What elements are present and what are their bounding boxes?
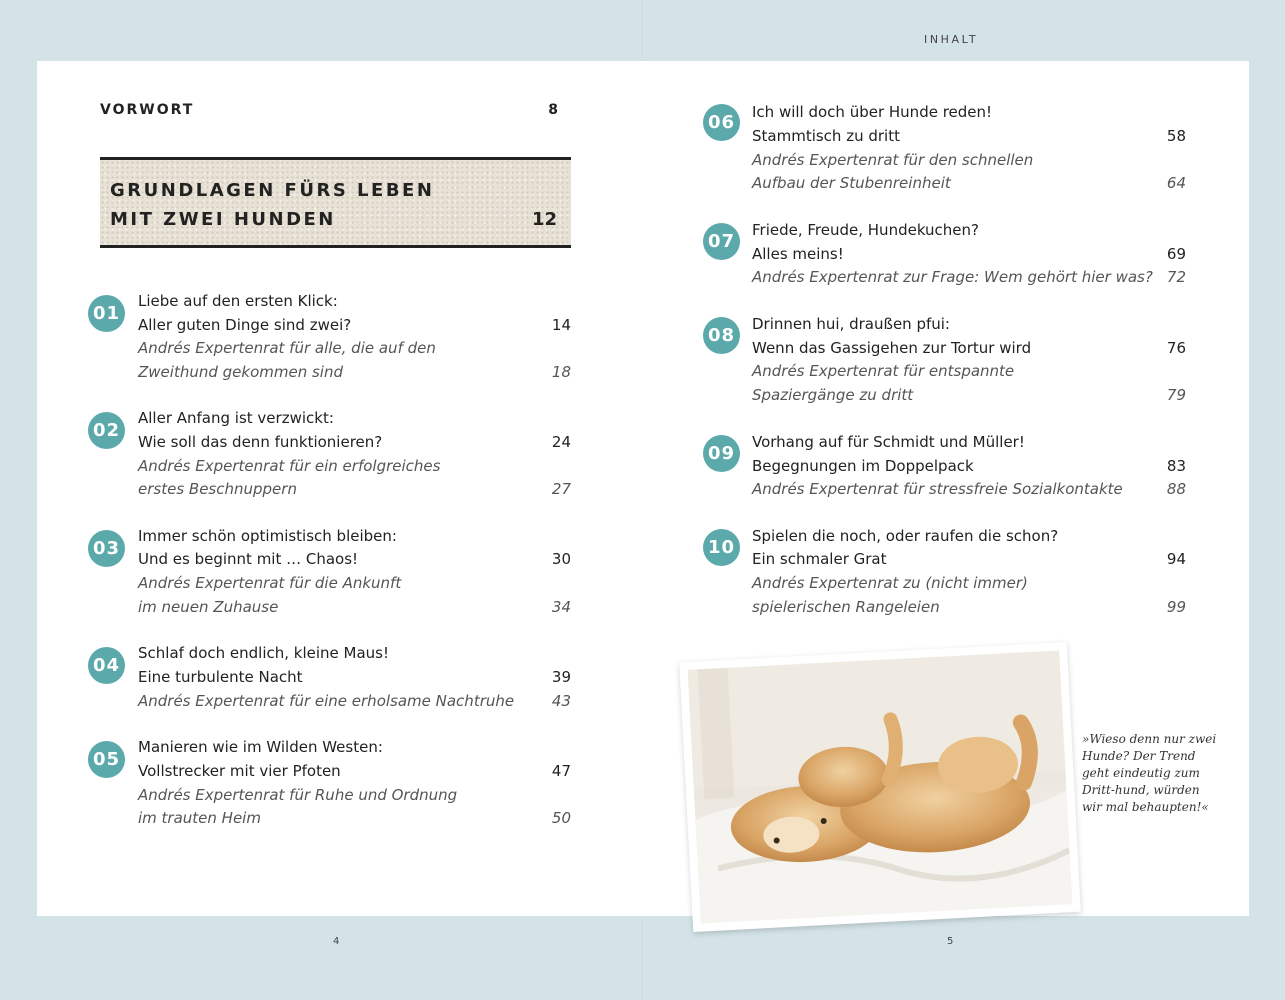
chapter-title-line: Aller Anfang ist verzwickt: [138, 409, 334, 427]
expert-advice-line: Andrés Expertenrat für ein erfolgreiches [138, 457, 441, 475]
chapter-title-line: Wie soll das denn funktionieren? [138, 433, 383, 451]
photo-image [688, 650, 1073, 923]
page-reference: 94 [1166, 550, 1186, 568]
chapter-title-line: Eine turbulente Nacht [138, 668, 303, 686]
page-reference: 18 [551, 363, 571, 381]
vorwort-entry[interactable] [100, 102, 558, 118]
chapter-title-line: Vollstrecker mit vier Pfoten [138, 762, 341, 780]
page-reference: 50 [551, 809, 571, 827]
part-heading[interactable] [100, 157, 571, 248]
right-page-number: 5 [947, 936, 954, 947]
chapter-number-badge: 10 [703, 529, 740, 566]
page-reference: 43 [551, 692, 571, 710]
chapter-title-line: Drinnen hui, draußen pfui: [752, 315, 950, 333]
expert-advice-line: Spaziergänge zu dritt [752, 386, 914, 404]
chapter-title-line: Ich will doch über Hunde reden! [752, 103, 993, 121]
vorwort-page: 8 [548, 102, 558, 118]
section-header: INHALT [924, 33, 979, 46]
chapter-title-line: Schlaf doch endlich, kleine Maus! [138, 644, 390, 662]
expert-advice-line: im trauten Heim [138, 809, 261, 827]
chapter-number-badge: 08 [703, 317, 740, 354]
chapter-title-line: Stammtisch zu dritt [752, 127, 900, 145]
page-reference: 99 [1166, 598, 1186, 616]
chapter-number-badge: 07 [703, 223, 740, 260]
expert-advice-line: im neuen Zuhause [138, 598, 279, 616]
expert-advice-line: spielerischen Rangeleien [752, 598, 940, 616]
chapter-number-badge: 09 [703, 435, 740, 472]
chapter-title-line: Begegnungen im Doppelpack [752, 457, 974, 475]
chapter-number-badge: 06 [703, 104, 740, 141]
expert-advice-line: Andrés Expertenrat für die Ankunft [138, 574, 402, 592]
expert-advice-line: Andrés Expertenrat für Ruhe und Ordnung [138, 786, 458, 804]
page-reference: 69 [1166, 245, 1186, 263]
page-reference: 58 [1166, 127, 1186, 145]
part-page: 12 [531, 209, 557, 230]
page-reference: 88 [1166, 480, 1186, 498]
expert-advice-line: Andrés Expertenrat zur Frage: Wem gehört hier was? [752, 268, 1153, 286]
expert-advice-line: Zweithund gekommen sind [138, 363, 343, 381]
chapter-number-badge: 04 [88, 647, 125, 684]
vorwort-label: VORWORT [100, 102, 195, 118]
chapter-title-line: Aller guten Dinge sind zwei? [138, 316, 352, 334]
chapter-title-line: Und es beginnt mit … Chaos! [138, 550, 359, 568]
chapter-number-badge: 03 [88, 530, 125, 567]
page-reference: 39 [551, 668, 571, 686]
expert-advice-line: Andrés Expertenrat zu (nicht immer) [752, 574, 1028, 592]
expert-advice-line: Andrés Expertenrat für entspannte [752, 362, 1015, 380]
page-reference: 47 [551, 762, 571, 780]
page-reference: 79 [1166, 386, 1186, 404]
page-reference: 72 [1166, 268, 1186, 286]
expert-advice-line: erstes Beschnuppern [138, 480, 297, 498]
chapter-title-line: Alles meins! [752, 245, 844, 263]
chapter-number-badge: 01 [88, 295, 125, 332]
page-reference: 34 [551, 598, 571, 616]
page-reference: 24 [551, 433, 571, 451]
chapter-title-line: Immer schön optimistisch bleiben: [138, 527, 397, 545]
dogs-illustration [688, 650, 1073, 923]
expert-advice-line: Andrés Expertenrat für eine erholsame Nachtruhe [138, 692, 515, 710]
page-reference: 27 [551, 480, 571, 498]
page-reference: 83 [1166, 457, 1186, 475]
expert-advice-line: Andrés Expertenrat für stressfreie Sozialkontakte [752, 480, 1123, 498]
page-reference: 14 [551, 316, 571, 334]
chapter-title-line: Liebe auf den ersten Klick: [138, 292, 338, 310]
photo-caption: »Wieso denn nur zwei Hunde? Der Trend geht eindeutig zum Dritt-hund, würden wir mal behaupten!« [1082, 732, 1217, 814]
part-title-line2: MIT ZWEI HUNDEN [110, 209, 336, 230]
chapter-title-line: Wenn das Gassigehen zur Tortur wird [752, 339, 1032, 357]
chapter-title-line: Friede, Freude, Hundekuchen? [752, 221, 980, 239]
page-reference: 30 [551, 550, 571, 568]
page-reference: 64 [1166, 174, 1186, 192]
part-title-line1: GRUNDLAGEN FÜRS LEBEN [110, 180, 435, 201]
chapter-number-badge: 05 [88, 741, 125, 778]
chapter-number-badge: 02 [88, 412, 125, 449]
expert-advice-line: Andrés Expertenrat für den schnellen [752, 151, 1034, 169]
chapter-title-line: Manieren wie im Wilden Westen: [138, 738, 383, 756]
expert-advice-line: Aufbau der Stubenreinheit [752, 174, 951, 192]
expert-advice-line: Andrés Expertenrat für alle, die auf den [138, 339, 436, 357]
left-page-number: 4 [333, 936, 340, 947]
chapter-title-line: Spielen die noch, oder raufen die schon? [752, 527, 1059, 545]
dogs-photo [679, 642, 1081, 932]
chapter-title-line: Vorhang auf für Schmidt und Müller! [752, 433, 1025, 451]
chapter-title-line: Ein schmaler Grat [752, 550, 887, 568]
page-reference: 76 [1166, 339, 1186, 357]
